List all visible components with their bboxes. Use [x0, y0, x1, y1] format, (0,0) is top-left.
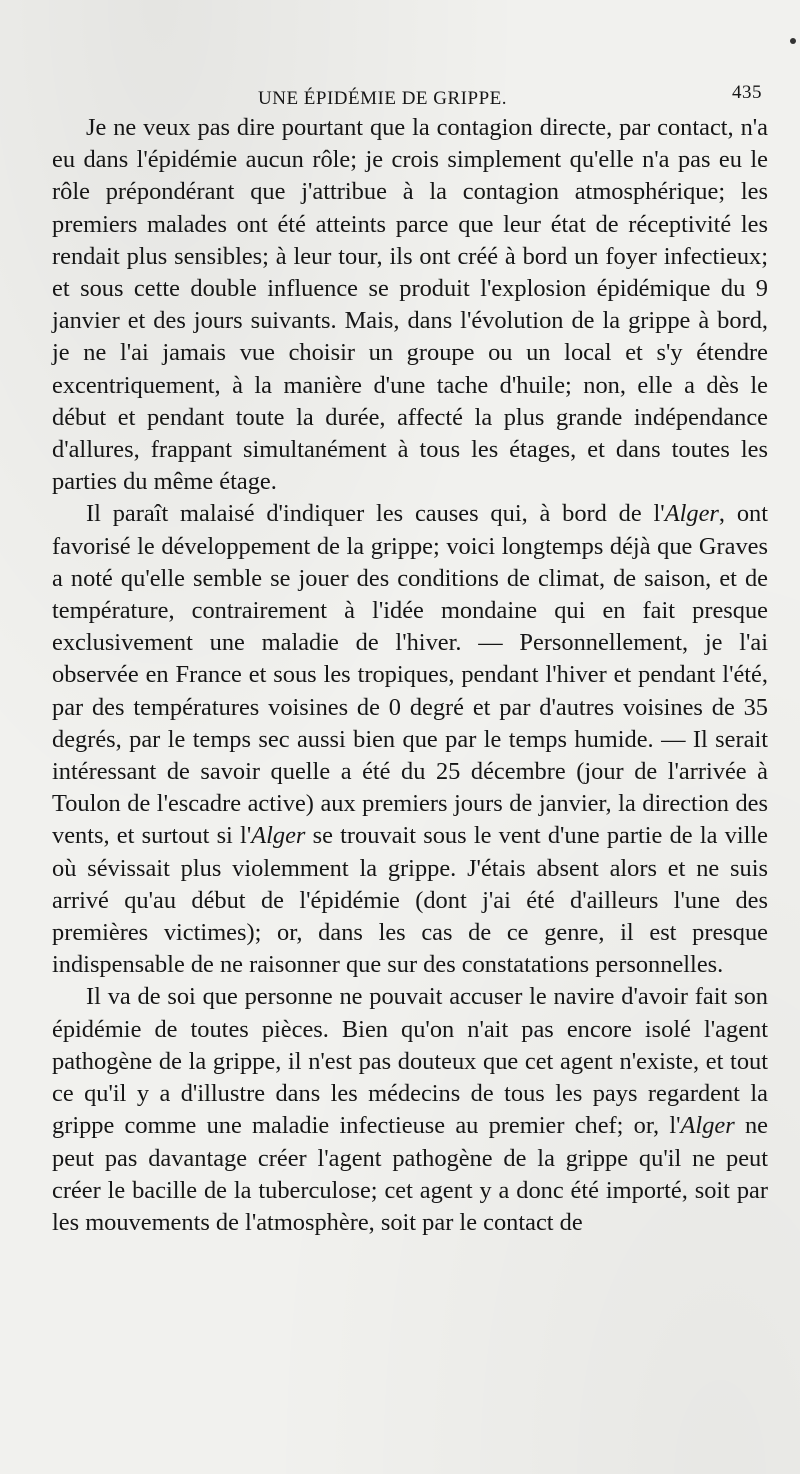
page-header [52, 78, 768, 112]
text-run: ne peut pas davantage créer l'agent pathogène de la grippe qu'il ne peut créer le bacille de la tuberculose; cet agent y a donc été importé, soit par les mouvements de l'atmosphère, soit par le contact de [52, 1112, 768, 1236]
body-text [52, 112, 768, 1239]
text-run: se trouvait sous le vent d'une partie de la ville où sévissait plus violemment la grippe. J'étais absent alors et ne suis arrivé qu'au début de l'épidémie (dont j'ai été d'ailleurs l'une des premières victimes); or, dans les cas de ce genre, il est presque indispensable de ne raisonner que sur des constatations personnelles. [52, 822, 768, 979]
text-run: Il va de soi que personne ne pouvait accuser le navire d'avoir fait son épidémie de toutes pièces. Bien qu'on n'ait pas encore isolé l'agent pathogène de la grippe, il n'est pas douteux que cet agent n'existe, et tout ce qu'il y a d'illustre dans les médecins de tous les pays regardent la grippe comme une maladie infectieuse au premier chef; or, l' [52, 983, 768, 1140]
text-run: , ont favorisé le développement de la grippe; voici longtemps déjà que Graves a noté qu'elle semble se jouer des conditions de climat, de saison, et de température, contrairement à l'idée mondaine qui en fait presque exclusivement une maladie de l'hiver. — Personnellement, je l'ai observée en France et sous les tropiques, pendant l'hiver et pendant l'été, par des températures voisines de 0 degré et par d'autres voisines de 35 degrés, par le temps sec aussi bien que par le temps humide. — Il serait intéressant de savoir quelle a été du 25 décembre (jour de l'arrivée à Toulon de l'escadre active) aux premiers jours de janvier, la direction des vents, et surtout si l' [52, 500, 768, 850]
ship-name: Alger [664, 500, 719, 528]
running-title: UNE ÉPIDÉMIE DE GRIPPE. [258, 88, 507, 109]
paragraph-pathogen [52, 981, 768, 1239]
text-run: Il paraît malaisé d'indiquer les causes qui, à bord de l' [86, 500, 665, 528]
paragraph-causes [52, 498, 768, 981]
ship-name: Alger [680, 1112, 735, 1140]
text-run: Je ne veux pas dire pourtant que la contagion directe, par contact, n'a eu dans l'épidémie aucun rôle; je crois simplement qu'elle n'a pas eu le rôle prépondérant que j'attribue à la contagion atmosphérique; les premiers malades ont été atteints parce que leur état de réceptivité les rendait plus sensibles; à leur tour, ils ont créé à bord un foyer infectieux; et sous cette double influence se produit l'explosion épidémique du 9 janvier et des jours suivants. Mais, dans l'évolution de la grippe à bord, je ne l'ai jamais vue choisir un groupe ou un local et s'y étendre excentriquement, à la manière d'une tache d'huile; non, elle a dès le début et pendant toute la durée, affecté la plus grande indépendance d'allures, frappant simultanément à tous les étages, et dans toutes les parties du même étage. [52, 114, 768, 496]
paragraph-contagion [52, 112, 768, 498]
ship-name: Alger [251, 822, 306, 850]
page-number: 435 [732, 82, 762, 103]
ink-speck [790, 38, 796, 44]
